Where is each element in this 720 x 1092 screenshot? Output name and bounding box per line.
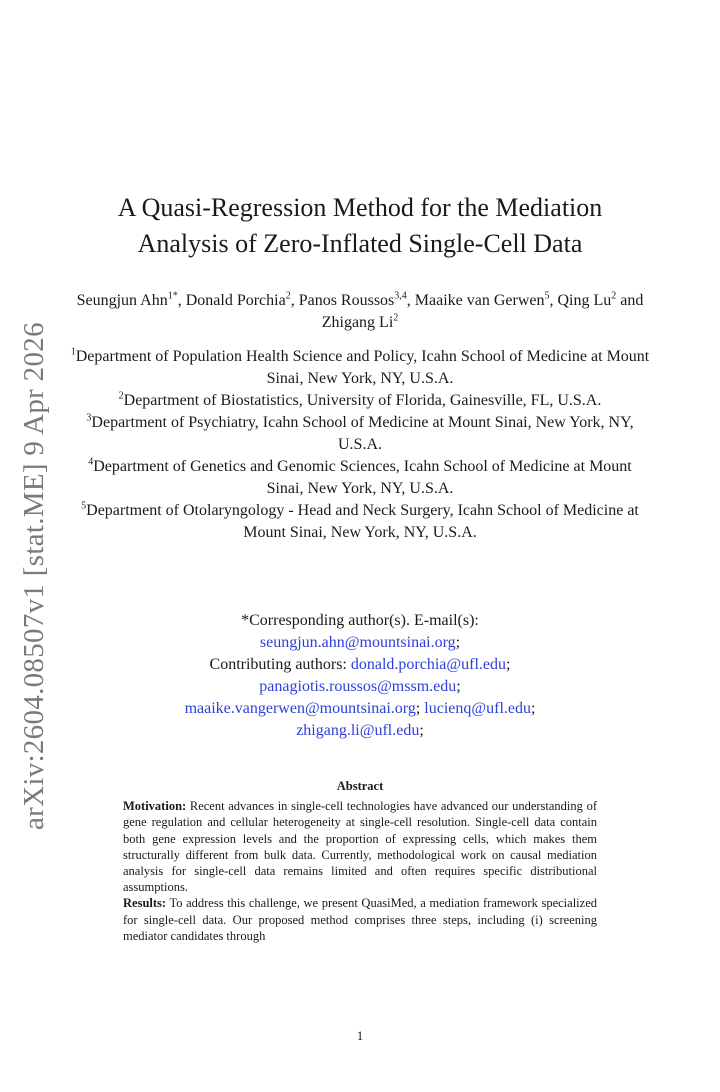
affiliation: $^3$Department of Psychiatry, Icahn School of Medicine at Mount Sinai, New York, NY, U.S.A.: [86, 412, 634, 453]
author: Donald Porchia$^2$,: [185, 290, 299, 309]
motivation-label: Motivation:: [123, 799, 187, 814]
contributing-line: panagiotis.roussos@mssm.edu;: [259, 678, 461, 695]
paper-title: [60, 190, 660, 262]
abstract-section: [123, 778, 597, 944]
contributing-line: zhigang.li@ufl.edu;: [296, 722, 424, 739]
author: Seungjun Ahn$^{1*}$,: [76, 290, 186, 309]
affiliation: $^5$Department of Otolaryngology - Head and Neck Surgery, Icahn School of Medicine at Mount Sinai, New York, NY, U.S.A.: [81, 500, 639, 541]
abstract-motivation: Motivation: Recent advances in single-cell technologies have advanced our understanding of gene regulation and cellular heterogeneity at single-cell resolution. Single-cell data contain both gene expression levels and the proportion of expressing cells, which makes them structurally different from bulk data. Currently, methodological work on causal mediation analysis for single-cell data remains limited and often requires specific distributional assumptions.: [123, 799, 597, 895]
affiliation-list: [70, 346, 650, 544]
author: Maaike van Gerwen$^5$,: [414, 290, 558, 309]
email-link[interactable]: panagiotis.roussos@mssm.edu: [259, 678, 457, 695]
author-list: [70, 290, 650, 334]
page-number: 1: [356, 1028, 364, 1043]
contributing-label: Contributing authors:: [209, 656, 351, 673]
abstract-heading: Abstract: [336, 779, 384, 793]
abstract-results: Results: To address this challenge, we present QuasiMed, a mediation framework specialized for single-cell data. Our proposed method comprises three steps, including (i) screening mediator candidates through: [123, 896, 597, 943]
corresponding-label: *Corresponding author(s). E-mail(s):: [241, 612, 479, 629]
email-link[interactable]: zhigang.li@ufl.edu: [296, 722, 420, 739]
affiliation: $^1$Department of Population Health Science and Policy, Icahn School of Medicine at Mount Sinai, New York, NY, U.S.A.: [70, 346, 650, 387]
affiliation: $^4$Department of Genetics and Genomic Sciences, Icahn School of Medicine at Mount Sinai, New York, NY, U.S.A.: [88, 456, 632, 497]
email-link[interactable]: maaike.vangerwen@mountsinai.org: [184, 700, 416, 717]
email-link[interactable]: lucienq@ufl.edu: [424, 700, 531, 717]
email-link[interactable]: seungjun.ahn@mountsinai.org: [259, 634, 456, 651]
corresponding-email-line: seungjun.ahn@mountsinai.org;: [259, 634, 461, 651]
author: Qing Lu$^2$ and: [557, 290, 644, 309]
results-label: Results:: [123, 896, 167, 911]
email-link[interactable]: donald.porchia@ufl.edu: [350, 656, 506, 673]
author: Panos Roussos$^{3,4}$,: [298, 290, 415, 309]
author: Zhigang Li$^2$: [321, 312, 399, 331]
arxiv-side-identifier: arXiv:2604.08507v1 [stat.ME] 9 Apr 2026: [18, 322, 50, 830]
contributing-line: maaike.vangerwen@mountsinai.org; lucienq@ufl.edu;: [184, 700, 536, 717]
title-line-1: A Quasi-Regression Method for the Mediation: [117, 193, 603, 222]
affiliation: $^2$Department of Biostatistics, University of Florida, Gainesville, FL, U.S.A.: [118, 390, 602, 409]
title-line-2: Analysis of Zero-Inflated Single-Cell Data: [137, 229, 583, 258]
contact-block: [70, 610, 650, 742]
contributing-line: Contributing authors: donald.porchia@ufl.edu;: [209, 656, 511, 673]
